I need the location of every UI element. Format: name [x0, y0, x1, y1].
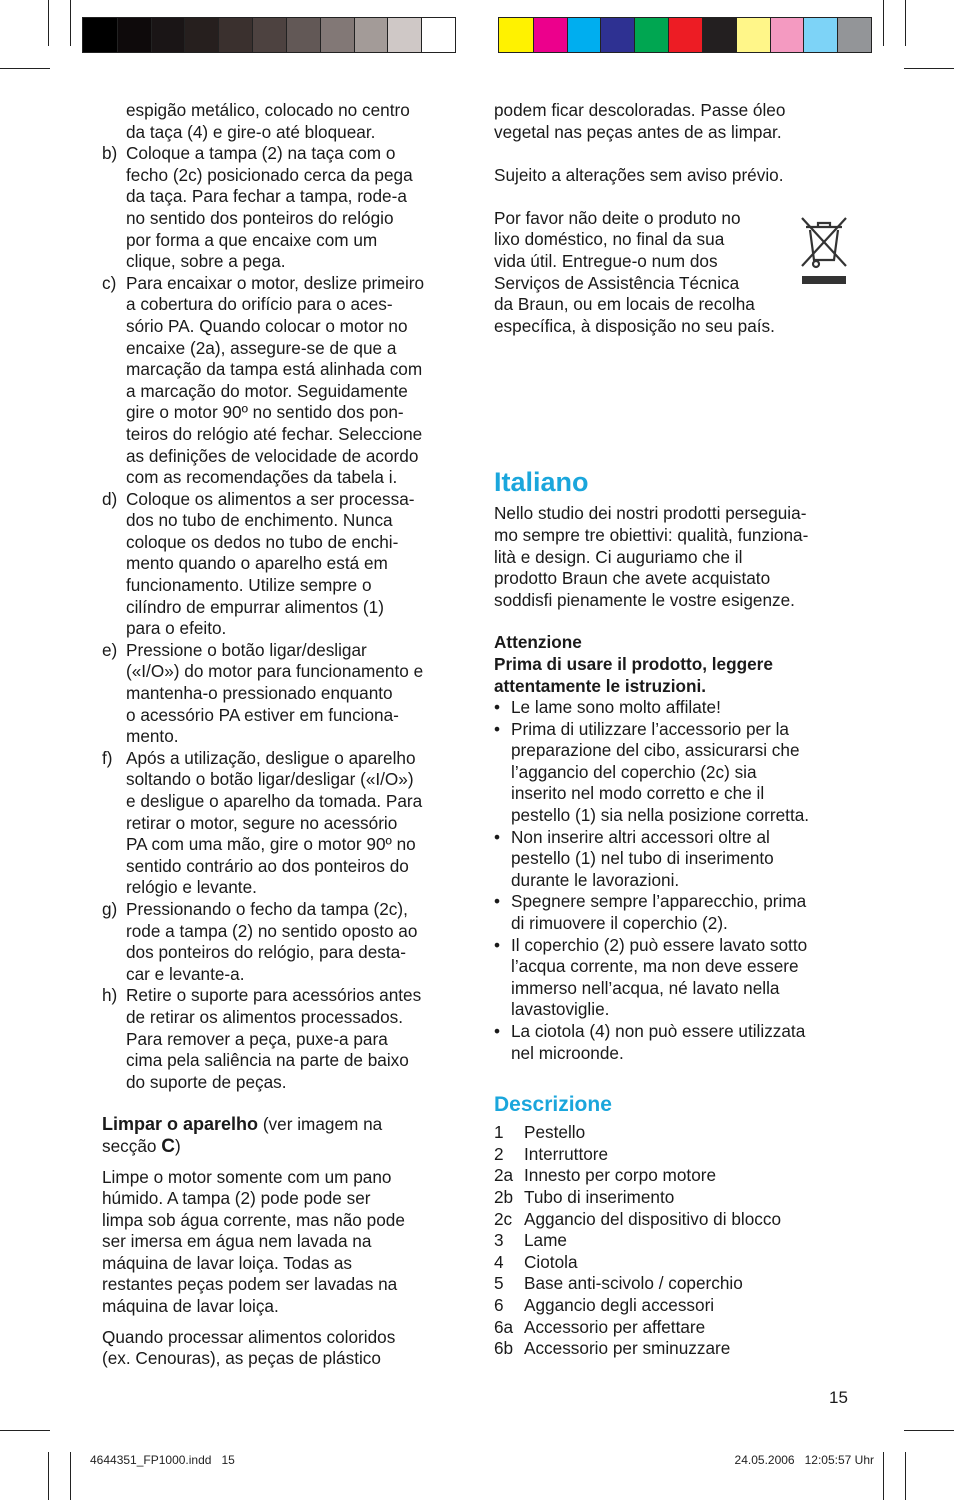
text-line: cilíndro de empurrar alimentos (1)	[126, 596, 384, 617]
text-line: preparazione del cibo, assicurarsi che	[511, 740, 800, 761]
clean-heading-note: (ver imagem na	[262, 1114, 383, 1135]
text-line: mento quando o aparelho está em	[126, 553, 388, 574]
crop-mark	[48, 1452, 49, 1500]
text-line: o acessório PA estiver em funciona-	[126, 704, 399, 725]
text-line: de retirar os alimentos processados.	[126, 1006, 404, 1027]
text-line: inserito nel modo corretto e che il	[511, 783, 765, 804]
color-swatch	[286, 18, 320, 52]
text-line: para o efeito.	[126, 618, 227, 639]
intro-paragraph	[102, 100, 460, 143]
description-item	[494, 1252, 854, 1274]
text-line: podem ficar descoloradas. Passe óleo	[494, 100, 786, 120]
text-line: teiros do relógio até fechar. Seleccione	[126, 423, 423, 444]
safety-bullet-list	[494, 697, 854, 1064]
text-line: marcação da tampa está alinhada com	[126, 359, 423, 380]
item-marker: g)	[102, 898, 118, 919]
text-line: Prima di usare il prodotto, leggere	[494, 653, 773, 674]
text-line: Nello studio dei nostri prodotti perseguia-	[494, 503, 807, 524]
text-line: máquina de lavar loiça.	[102, 1296, 279, 1317]
crop-mark	[883, 0, 884, 46]
bullet-item	[494, 1021, 854, 1064]
italiano-heading: Italiano	[494, 467, 589, 498]
color-swatch	[354, 18, 388, 52]
footer-file-info: 4644351_FP1000.indd 15	[90, 1453, 235, 1467]
part-number: 2b	[494, 1186, 514, 1207]
color-swatch	[533, 18, 567, 52]
text-line: Retire o suporte para acessórios antes	[126, 985, 422, 1006]
crop-mark	[70, 1452, 71, 1500]
text-line: lavastoviglie.	[511, 999, 610, 1020]
part-name: Interruttore	[524, 1143, 609, 1164]
item-marker: d)	[102, 488, 118, 509]
text-line: por forma a que encaixe com um	[126, 229, 378, 250]
text-line: prodotto Braun che avete acquistato	[494, 568, 771, 589]
text-line: attentamente le istruzioni.	[494, 675, 707, 696]
description-item	[494, 1338, 854, 1360]
part-number: 2	[494, 1143, 504, 1164]
color-swatch	[668, 18, 702, 52]
description-item	[494, 1165, 854, 1187]
text-line: fecho (2c) posicionado cerca da pega	[126, 164, 413, 185]
part-number: 6b	[494, 1338, 514, 1359]
text-line: Pressionando o fecho da tampa (2c),	[126, 898, 408, 919]
text-line: Quando processar alimentos coloridos	[102, 1326, 396, 1347]
section-ref: C	[161, 1135, 175, 1157]
part-number: 3	[494, 1230, 504, 1251]
attention-subtitle	[494, 654, 854, 697]
color-swatch	[387, 18, 421, 52]
item-marker: h)	[102, 985, 118, 1006]
color-swatch	[837, 18, 871, 52]
attention-title: Attenzione	[494, 632, 582, 653]
bullet-icon: •	[494, 697, 501, 718]
description-item	[494, 1273, 854, 1295]
text-line: do suporte de peças.	[126, 1071, 287, 1092]
clean-paragraph-1	[102, 1167, 460, 1318]
text-line: Serviços de Assistência Técnica	[494, 272, 740, 293]
part-number: 2a	[494, 1165, 514, 1186]
page-number: 15	[829, 1388, 848, 1407]
color-swatch	[600, 18, 634, 52]
text-line: Il coperchio (2) può essere lavato sotto	[511, 934, 808, 955]
crop-mark	[905, 0, 906, 46]
change-notice: Sujeito a alterações sem aviso prévio.	[494, 165, 784, 186]
text-line: PA com uma mão, gire o motor 90º no	[126, 834, 416, 855]
crop-mark	[883, 1452, 884, 1500]
text-line: (ex. Cenouras), as peças de plástico	[102, 1348, 381, 1369]
description-item	[494, 1295, 854, 1317]
text-line: Pressione o botão ligar/desligar	[126, 639, 367, 660]
text-line: da Braun, ou em locais de recolha	[494, 294, 755, 315]
left-column	[102, 100, 460, 1370]
part-name: Tubo di inserimento	[524, 1186, 675, 1207]
disposal-block	[494, 208, 854, 338]
description-item	[494, 1209, 854, 1231]
bullet-icon: •	[494, 718, 501, 739]
text-line: funcionamento. Utilize sempre o	[126, 575, 372, 596]
text-line: soltando o botão ligar/desligar («I/O»)	[126, 769, 414, 790]
clean-heading-title: Limpar o aparelho	[102, 1114, 259, 1135]
clean-heading-note-2: secção	[102, 1135, 157, 1156]
crossed-out-wheelie-bin-icon	[798, 214, 850, 286]
text-line: no sentido dos ponteiros do relógio	[126, 207, 394, 228]
description-item	[494, 1122, 854, 1144]
text-line: restantes peças podem ser lavadas na	[102, 1274, 398, 1295]
item-marker: e)	[102, 639, 118, 660]
part-name: Aggancio del dispositivo di blocco	[524, 1208, 782, 1229]
text-line: («I/O») do motor para funcionamento e	[126, 661, 424, 682]
text-line: nel microonde.	[511, 1042, 624, 1063]
instruction-item	[102, 748, 460, 899]
clean-paragraph-2	[102, 1327, 460, 1370]
italian-intro-paragraph	[494, 503, 854, 611]
part-name: Aggancio degli accessori	[524, 1294, 715, 1315]
text-line: Spegnere sempre l’apparecchio, prima	[511, 891, 807, 912]
bullet-item	[494, 935, 854, 1021]
color-swatch	[83, 18, 117, 52]
grayscale-color-bar	[82, 17, 456, 53]
text-line: retirar o motor, segure no acessório	[126, 812, 398, 833]
item-marker: b)	[102, 143, 118, 164]
color-swatch	[803, 18, 837, 52]
text-line: l’acqua corrente, ma non deve essere	[511, 956, 799, 977]
text-line: clique, sobre a pega.	[126, 251, 286, 272]
color-swatch	[320, 18, 354, 52]
text-line: La ciotola (4) non può essere utilizzata	[511, 1021, 806, 1041]
text-line: sentido contrário ao dos ponteiros do	[126, 855, 409, 876]
text-line: mo sempre tre obiettivi: qualità, funziona-	[494, 524, 809, 545]
text-line: húmido. A tampa (2) pode pode ser	[102, 1188, 371, 1209]
item-marker: f)	[102, 747, 113, 768]
part-number: 5	[494, 1273, 504, 1294]
part-name: Base anti-scivolo / coperchio	[524, 1273, 743, 1294]
text-line: Para encaixar o motor, deslize primeiro	[126, 272, 425, 293]
bullet-icon: •	[494, 826, 501, 847]
text-line: ser imersa em água nem lavada na	[102, 1231, 372, 1252]
crop-mark	[904, 1430, 954, 1431]
text-line: vegetal nas peças antes de as limpar.	[494, 121, 782, 142]
text-line: cima pela saliência na parte de baixo	[126, 1050, 409, 1071]
instruction-item	[102, 143, 460, 273]
footer-timestamp: 24.05.2006 12:05:57 Uhr	[734, 1453, 874, 1467]
text-line: lità e design. Ci auguriamo che il	[494, 546, 743, 567]
color-swatch	[151, 18, 185, 52]
crop-mark	[48, 0, 49, 46]
text-line: espigão metálico, colocado no centro	[126, 100, 410, 120]
text-line: a cobertura do orifício para o aces-	[126, 294, 393, 315]
description-item	[494, 1144, 854, 1166]
text-line: e desligue o aparelho da tomada. Para	[126, 791, 423, 811]
text-line: Por favor não deite o produto no	[494, 207, 741, 228]
part-name: Accessorio per affettare	[524, 1316, 706, 1337]
part-name: Lame	[524, 1230, 567, 1251]
text-line: rode a tampa (2) no sentido oposto ao	[126, 920, 418, 941]
text-line: limpa sob água corrente, mas não pode	[102, 1209, 405, 1230]
instruction-list	[102, 143, 460, 1093]
text-line: gire o motor 90º no sentido dos pon-	[126, 402, 404, 423]
color-swatch	[736, 18, 770, 52]
color-swatch	[184, 18, 218, 52]
instruction-item	[102, 985, 460, 1093]
right-column	[494, 100, 854, 1360]
text-line: mantenha-o pressionado enquanto	[126, 683, 393, 704]
text-line: lixo doméstico, no final da sua	[494, 229, 725, 250]
text-line: com as recomendações da tabela i.	[126, 467, 398, 488]
part-number: 6a	[494, 1316, 514, 1337]
instruction-item	[102, 273, 460, 489]
text-line: Coloque os alimentos a ser processa-	[126, 488, 415, 509]
part-name: Accessorio per sminuzzare	[524, 1338, 731, 1359]
text-line: Le lame sono molto affilate!	[511, 697, 721, 718]
part-number: 6	[494, 1294, 504, 1315]
color-swatch	[634, 18, 668, 52]
text-line: vida útil. Entregue-o num dos	[494, 250, 718, 271]
text-line: soddisfi pienamente le vostre esigenze.	[494, 589, 795, 610]
color-swatch	[421, 18, 455, 52]
color-swatch	[218, 18, 252, 52]
description-item	[494, 1317, 854, 1339]
descrizione-heading: Descrizione	[494, 1093, 612, 1117]
text-line: pestello (1) nel tubo di inserimento	[511, 848, 774, 869]
color-swatch	[499, 18, 533, 52]
part-name: Ciotola	[524, 1251, 578, 1272]
text-line: Para remover a peça, puxe-a para	[126, 1028, 388, 1049]
description-item	[494, 1230, 854, 1252]
color-swatch	[117, 18, 151, 52]
text-line: car e levante-a.	[126, 963, 245, 984]
bullet-item	[494, 719, 854, 827]
part-name: Pestello	[524, 1122, 586, 1143]
text-line: di rimuovere il coperchio (2).	[511, 913, 728, 934]
portuguese-continued-paragraph	[494, 100, 854, 143]
color-swatch	[702, 18, 736, 52]
crop-mark	[0, 1430, 50, 1431]
description-item	[494, 1187, 854, 1209]
text-line: relógio e levante.	[126, 877, 257, 898]
instruction-item	[102, 899, 460, 985]
text-line: durante le lavorazioni.	[511, 869, 680, 890]
text-line: Non inserire altri accessori oltre al	[511, 826, 770, 847]
item-marker: c)	[102, 272, 117, 293]
text-line: Após a utilização, desligue o aparelho	[126, 747, 416, 768]
description-list	[494, 1122, 854, 1360]
text-line: específica, à disposição no seu país.	[494, 315, 775, 336]
bullet-item	[494, 827, 854, 892]
instruction-item	[102, 489, 460, 640]
part-number: 1	[494, 1122, 504, 1143]
instruction-item	[102, 640, 460, 748]
text-line: immerso nell’acqua, né lavato nella	[511, 977, 780, 998]
clean-section-heading	[102, 1114, 460, 1157]
bullet-item	[494, 697, 854, 719]
text-line: a marcação do motor. Seguidamente	[126, 380, 408, 401]
clean-heading-close: )	[174, 1135, 181, 1156]
text-line: Limpe o motor somente com um pano	[102, 1166, 392, 1187]
text-line: da taça (4) e gire-o até bloquear.	[126, 121, 376, 142]
text-line: encaixe (2a), assegure-se de que a	[126, 337, 397, 358]
color-swatch	[567, 18, 601, 52]
part-number: 2c	[494, 1208, 513, 1229]
bullet-icon: •	[494, 891, 501, 912]
text-line: dos ponteiros do relógio, para desta-	[126, 942, 406, 963]
text-line: sório PA. Quando colocar o motor no	[126, 315, 408, 336]
part-number: 4	[494, 1251, 504, 1272]
text-line: da taça. Para fechar a tampa, rode-a	[126, 186, 407, 207]
text-line: l’aggancio del coperchio (2c) sia	[511, 761, 757, 782]
crop-mark	[904, 68, 954, 69]
color-swatch	[252, 18, 286, 52]
crop-mark	[0, 68, 50, 69]
text-line: dos no tubo de enchimento. Nunca	[126, 510, 393, 531]
part-name: Innesto per corpo motore	[524, 1165, 717, 1186]
crop-mark	[70, 0, 71, 46]
process-color-bar	[498, 17, 872, 53]
crop-mark	[905, 1452, 906, 1500]
bullet-item	[494, 891, 854, 934]
text-line: mento.	[126, 726, 179, 747]
text-line: coloque os dedos no tubo de enchi-	[126, 531, 399, 552]
text-line: Prima di utilizzare l’accessorio per la	[511, 718, 789, 739]
color-swatch	[770, 18, 804, 52]
text-line: pestello (1) sia nella posizione corretta.	[511, 805, 810, 826]
bullet-icon: •	[494, 1021, 501, 1041]
text-line: as definições de velocidade de acordo	[126, 445, 419, 466]
text-line: máquina de lavar loiça. Todas as	[102, 1252, 353, 1273]
text-line: Coloque a tampa (2) na taça com o	[126, 143, 396, 164]
bullet-icon: •	[494, 934, 501, 955]
